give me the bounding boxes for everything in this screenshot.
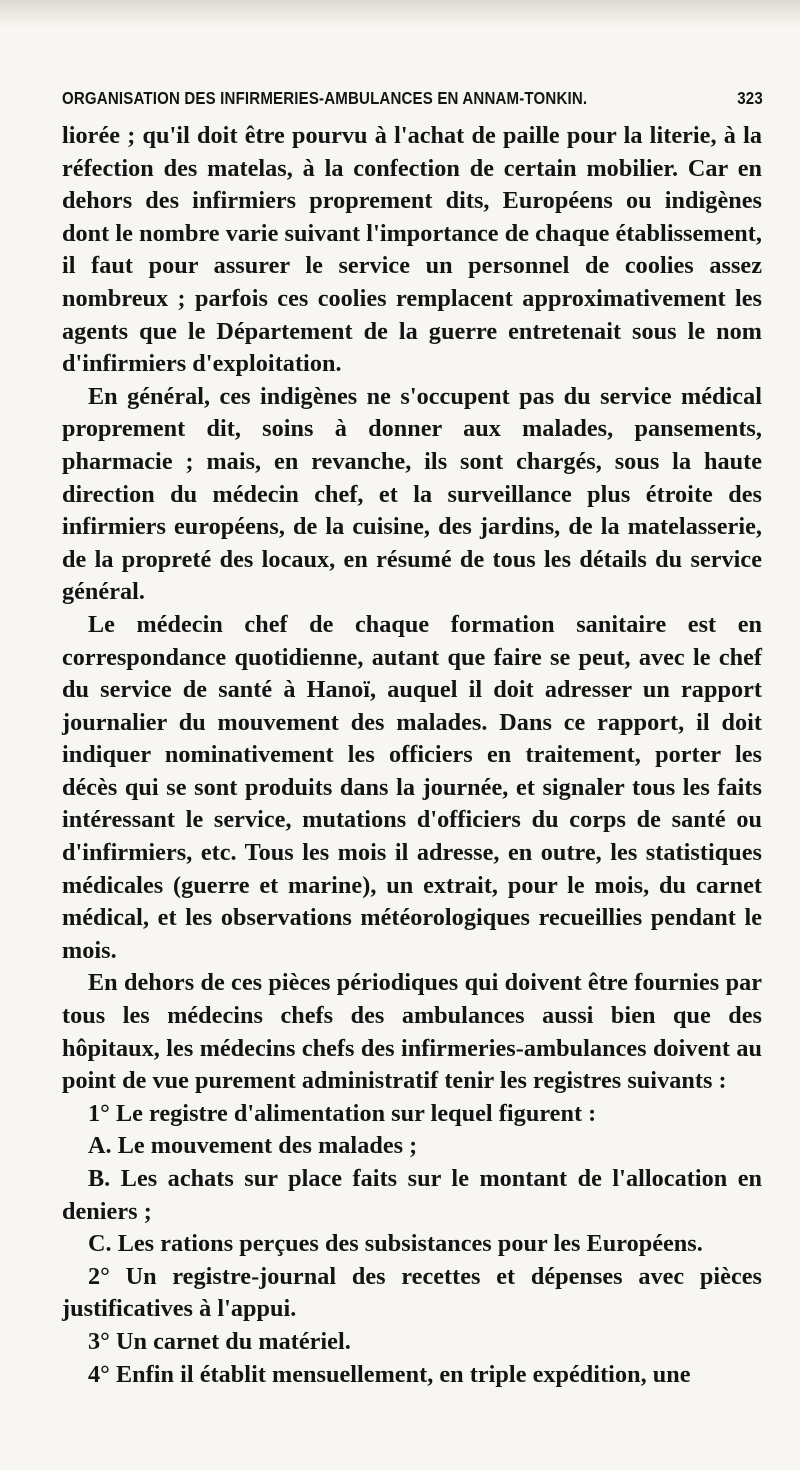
paragraph: liorée ; qu'il doit être pourvu à l'achat de paille pour la literie, à la réfection des matelas, à la confection de certain mobilier. Car en dehors des infirmiers proprement dits, Européens ou indigènes dont le nombre varie suivant l'importance de chaque établissement, il faut pour assurer le service un personnel de coolies assez nombreux ; parfois ces coolies remplacent approximativement les agents que le Département de la guerre entretenait sous le nom d'infirmiers d'exploitation.	[62, 122, 762, 378]
running-header	[62, 88, 763, 114]
list-subitem: B. Les achats sur place faits sur le montant de l'allocation en deniers ;	[62, 1165, 762, 1225]
list-subitem: C. Les rations perçues des subsistances pour les Européens.	[88, 1230, 703, 1258]
body-text	[62, 120, 762, 1391]
scan-edge-shadow	[0, 0, 800, 28]
paragraph: En dehors de ces pièces périodiques qui doivent être fournies par tous les médecins chefs des ambulances aussi bien que des hôpitaux, les médecins chefs des infirmeries-ambulances doivent au point de vue purement administratif tenir les registres suivants :	[62, 969, 762, 1095]
page-number: 323	[737, 88, 763, 108]
list-item: 2° Un registre-journal des recettes et dépenses avec pièces justificatives à l'appui.	[62, 1262, 762, 1323]
list-item: 1° Le registre d'alimentation sur lequel figurent :	[88, 1099, 597, 1127]
list-item: 4° Enfin il établit mensuellement, en triple expédition, une	[88, 1360, 691, 1388]
paragraph: En général, ces indigènes ne s'occupent pas du service médical proprement dit, soins à donner aux malades, pansements, pharmacie ; mais, en revanche, ils sont chargés, sous la haute direction du médecin chef, et la surveillance plus étroite des infirmiers européens, de la cuisine, des jardins, de la matelasserie, de la propreté des locaux, en résumé de tous les détails du service général.	[62, 382, 762, 606]
paragraph: Le médecin chef de chaque formation sanitaire est en correspondance quotidienne, autant que faire se peut, avec le chef du service de santé à Hanoï, auquel il doit adresser un rapport journalier du mouvement des malades. Dans ce rapport, il doit indiquer nominativement les officiers en traitement, porter les décès qui se sont produits dans la journée, et signaler tous les faits intéressant le service, mutations d'officiers du corps de santé ou d'infirmiers, etc. Tous les mois il adresse, en outre, les statistiques médicales (guerre et marine), un extrait, pour le mois, du carnet médical, et les observations météorologiques recueillies pendant le mois.	[62, 610, 762, 964]
running-title: ORGANISATION DES INFIRMERIES-AMBULANCES EN ANNAM-TONKIN.	[62, 88, 588, 108]
list-item: 3° Un carnet du matériel.	[88, 1327, 351, 1355]
list-subitem: A. Le mouvement des malades ;	[88, 1132, 418, 1160]
